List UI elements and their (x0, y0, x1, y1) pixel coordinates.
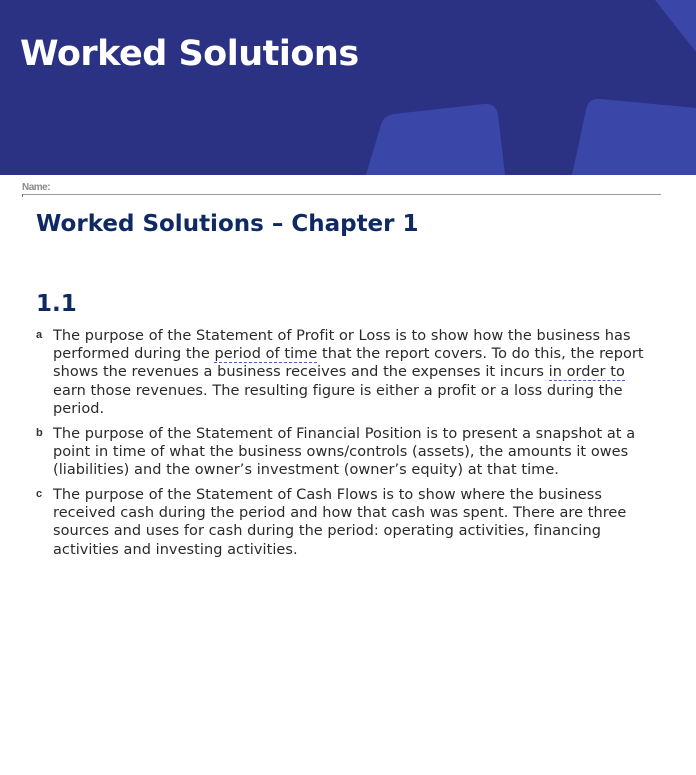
item-text-part: The purpose of the Statement of Profit or Loss is to show how the business has performed during the (53, 328, 631, 363)
item-text (53, 327, 653, 418)
item-letter: b (36, 427, 43, 439)
section-heading: 1.1 (36, 291, 77, 317)
name-label: Name: (22, 182, 51, 193)
banner-title: Worked Solutions (20, 34, 359, 74)
item-text-part: earn those revenues. The resulting figure is either a profit or a loss during the period. (53, 382, 623, 417)
item-letter: a (36, 329, 43, 341)
item-letter: c (36, 488, 43, 500)
highlighted-phrase: in order to (548, 364, 625, 381)
banner-decoration (0, 0, 696, 175)
highlighted-phrase: period of time (214, 346, 318, 363)
item-text: The purpose of the Statement of Cash Flows is to show where the business received cash during the period and how that cash was spent. There are three sources and uses for cash during the period: operating activities, financing activities and investing activities. (53, 487, 627, 558)
name-field[interactable] (22, 182, 661, 195)
name-tick-mark (22, 194, 23, 197)
item-text: The purpose of the Statement of Financial Position is to present a snapshot at a point in time of what the business owns/controls (assets), the amounts it owes (liabilities) and the owner’s investment (owner’s equity) at that time. (53, 426, 636, 479)
header-banner (0, 0, 696, 175)
item-text-part: that the report covers. To do this, the report shows the revenues a business receives and the expenses it incurs (53, 346, 644, 381)
page-title: Worked Solutions – Chapter 1 (36, 211, 419, 237)
